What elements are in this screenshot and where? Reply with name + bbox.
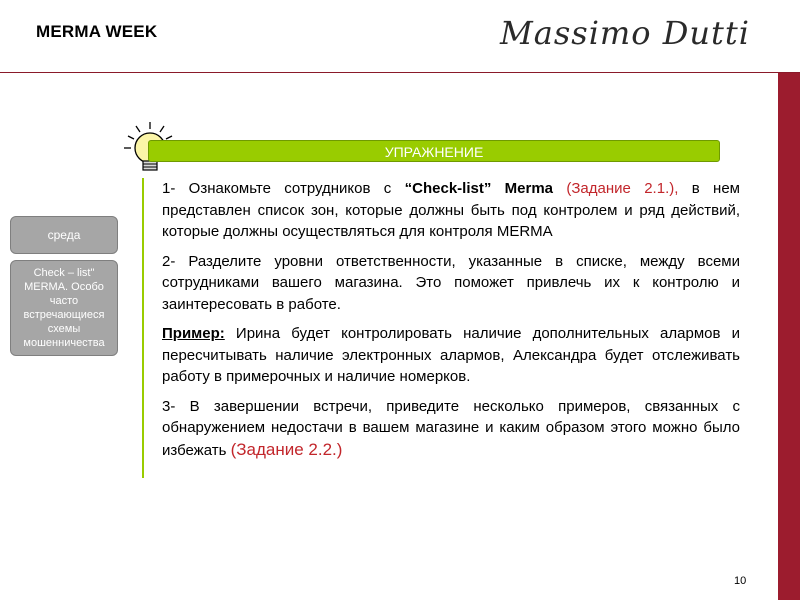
exercise-content: [162, 178, 740, 469]
task-ref-2-2: (Задание 2.2.): [230, 439, 343, 459]
sidebar-box-checklist[interactable]: Check – list" MERMA. Особо часто встречающиеся схемы мошенничества: [10, 260, 118, 356]
exercise-banner: УПРАЖНЕНИЕ: [148, 140, 720, 162]
example-label: Пример:: [162, 325, 225, 342]
example: Пример: Ирина будет контролировать наличие дополнительных алармов и пересчитывать наличие электронных алармов, Александра будет отслеживать работу в примерочных и наличие номерков.: [162, 325, 740, 385]
page-number: 10: [734, 575, 747, 587]
brand-logo: Massimo Dutti: [500, 14, 750, 52]
page-title: MERMA WEEK: [36, 22, 158, 41]
task-ref-2-1: (Задание 2.1.),: [566, 180, 679, 197]
step-3: 3- В завершении встречи, приведите несколько примеров, связанных с обнаружением недостачи в вашем магазине и каким образом этого можно было избежать (Задание 2.2.): [162, 397, 740, 459]
sidebar-box-day[interactable]: среда: [10, 216, 118, 254]
checklist-name: “Check-list” Merma: [404, 180, 567, 197]
content-vertical-rule: [142, 178, 144, 478]
right-accent-bar: [778, 73, 800, 600]
header-divider: [0, 72, 800, 73]
step-1: 1- Ознакомьте сотрудников с “Check-list” Merma (Задание 2.1.), в нем представлен список зон, которые должны быть под контролем и ряд действий, которые должны осуществляться для контроля MERMA: [162, 180, 740, 240]
step-2: 2- Разделите уровни ответственности, указанные в списке, между всеми сотрудниками вашего магазина. Это поможет привлечь их к контролю и заинтересовать в работе.: [162, 252, 740, 313]
